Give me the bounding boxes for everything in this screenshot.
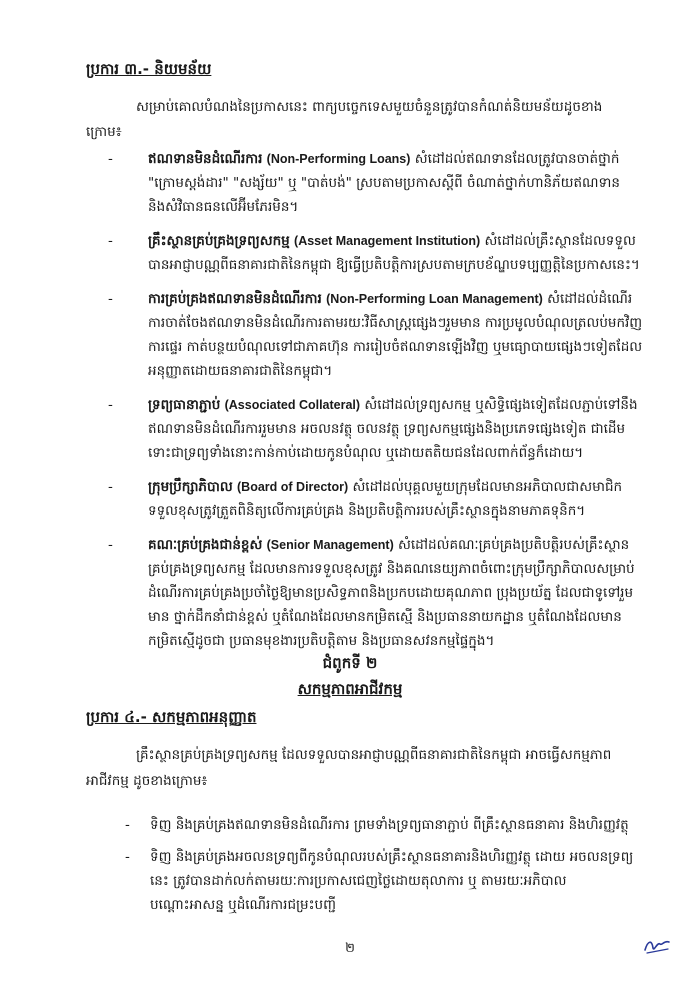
definition-term: ទ្រព្យធានាភ្ជាប់: [148, 397, 221, 413]
definition-term: ក្រុមប្រឹក្សាភិបាល: [148, 479, 233, 495]
definitions-list: [108, 147, 643, 663]
article-3-intro: សម្រាប់គោលបំណងនៃប្រកាសនេះ ពាក្យបច្ចេកទេសមួយចំនួនត្រូវបានកំណត់និយមន័យដូចខាងក្រោម៖: [86, 99, 603, 140]
initials-signature-icon: [642, 934, 672, 956]
chapter-number: ជំពូកទី ២: [322, 654, 378, 672]
definition-english-term: (Associated Collateral): [224, 398, 361, 412]
activities-list: [125, 813, 640, 925]
definition-item: [108, 393, 643, 465]
list-dash: -: [125, 817, 130, 833]
article-4-heading: ប្រការ ៤.- សកម្មភាពអនុញ្ញាត: [86, 708, 257, 726]
article-3-heading: ប្រការ ៣.- និយមន័យ: [86, 60, 212, 78]
definition-english-term: (Asset Management Institution): [294, 234, 481, 248]
definition-item: [108, 147, 643, 219]
definition-english-term: (Senior Management): [266, 538, 394, 552]
definition-term: ការគ្រប់គ្រងឥណទានមិនដំណើរការ: [148, 291, 322, 307]
definition-english-term: (Board of Director): [237, 480, 349, 494]
definition-term: គ្រឹះស្ថានគ្រប់គ្រងទ្រព្យសកម្ម: [148, 233, 290, 249]
list-dash: -: [108, 291, 113, 307]
activity-item: [125, 845, 640, 917]
list-dash: -: [125, 849, 130, 865]
article-4-intro: គ្រឹះស្ថានគ្រប់គ្រងទ្រព្យសកម្ម ដែលទទួលបានអាជ្ញាបណ្ណពីធនាគារជាតិនៃកម្ពុជា អាចធ្វើសកម្មភាពអាជីវកម្ម ដូចខាងក្រោម៖: [86, 747, 612, 789]
definition-term: គណៈគ្រប់គ្រងជាន់ខ្ពស់: [148, 537, 263, 553]
list-dash: -: [108, 479, 113, 495]
page-number: ២: [345, 941, 355, 956]
definition-english-term: (Non-Performing Loans): [266, 152, 411, 166]
definition-english-term: (Non-Performing Loan Management): [326, 292, 543, 306]
definition-item: [108, 475, 643, 523]
activity-text: ទិញ និងគ្រប់គ្រងអចលនទ្រព្យពីកូនបំណុលរបស់គ្រឹះស្ថានធនាគារនិងហិរញ្ញវត្ថុ ដោយ អចលនទ្រព្យនេះ ត្រូវបានដាក់លក់តាមរយៈការប្រកាសជេញថ្លៃដោយតុលាការ ឬ តាមរយៈអភិបាលបណ្ដោះអាសន្ន ឬដំណើរការជម្រះបញ្ជី: [150, 849, 634, 913]
list-dash: -: [108, 537, 113, 553]
definition-item: [108, 533, 643, 653]
chapter-title: សកម្មភាពអាជីវកម្ម: [297, 680, 403, 698]
list-dash: -: [108, 397, 113, 413]
definition-text: សំដៅដល់ដំណើរការចាត់ចែងឥណទានមិនដំណើរការតាមរយៈវិធីសាស្ត្រផ្សេងៗរួមមាន ការប្រមូលបំណុលត្រលប់មកវិញ ការផ្ទេរ កាត់បន្ថយបំណុលទៅជាភាគហ៊ុន ការរៀបចំឥណទានឡើងវិញ ឬមធ្យោបាយផ្សេងៗទៀតដែលអនុញ្ញាតដោយធនាគារជាតិនៃកម្ពុជា។: [148, 291, 643, 379]
definition-item: [108, 287, 643, 383]
definition-text: សំដៅដល់បុគ្គលមួយក្រុមដែលមានអភិបាលជាសមាជិកទទួលខុសត្រូវត្រួតពិនិត្យលើការគ្រប់គ្រង និងប្រតិបត្តិការរបស់គ្រឹះស្ថានក្នុងនាមភាគទុនិក។: [148, 479, 623, 519]
definition-term: ឥណទានមិនដំណើរការ: [148, 151, 263, 167]
activity-item: [125, 813, 640, 837]
definition-text: សំដៅដល់គណៈគ្រប់គ្រងប្រតិបត្តិរបស់គ្រឹះស្ថានគ្រប់គ្រងទ្រព្យសកម្ម ដែលមានការទទួលខុសត្រូវ និងគណនេយ្យភាពចំពោះក្រុមប្រឹក្សាភិបាលសម្រាប់ដំណើរការគ្រប់គ្រងប្រចាំថ្ងៃឱ្យមានប្រសិទ្ធភាពនិងប្រកបដោយគុណភាព ប្រុងប្រយ័ត្ន ដែលជាទូទៅរួមមាន ថ្នាក់ដឹកនាំជាន់ខ្ពស់ ឬតំណែងដែលមានកម្រិតស្មើ និងប្រធាននាយកដ្ឋាន ឬតំណែងដែលមានកម្រិតស្មើដូចជា ប្រធានមុខងារប្រតិបត្តិតាម និងប្រធានសវនកម្មផ្ទៃក្នុង។: [148, 537, 635, 649]
list-dash: -: [108, 151, 113, 167]
definition-text: សំដៅដល់ឥណទានដែលត្រូវបានចាត់ថ្នាក់ "ក្រោមស្តង់ដារ" "សង្ស័យ" ឬ "បាត់បង់" ស្របតាមប្រកាសស្តីពី ចំណាត់ថ្នាក់ហានិភ័យឥណទាន និងសំវិធានធនលើអ៊ីមភែរមិន។: [148, 151, 620, 215]
activity-text: ទិញ និងគ្រប់គ្រងឥណទានមិនដំណើរការ ព្រមទាំងទ្រព្យធានាភ្ជាប់ ពីគ្រឹះស្ថានធនាគារ និងហិរញ្ញវត្ថុ: [150, 817, 629, 833]
list-dash: -: [108, 233, 113, 249]
definition-text: សំដៅដល់ទ្រព្យសកម្ម ឬសិទ្ធិផ្សេងទៀតដែលភ្ជាប់ទៅនឹងឥណទានមិនដំណើរការរួមមាន អចលនវត្ថុ ចលនវត្ថុ ទ្រព្យសកម្មផ្សេងនិងប្រភេទផ្សេងទៀត ជាដើម ទោះជាទ្រព្យទាំងនោះកាន់កាប់ដោយកូនបំណុល ឬដោយតតិយជនដែលពាក់ព័ន្ធក៏ដោយ។: [148, 397, 638, 461]
definition-item: [108, 229, 643, 277]
definition-text: សំដៅដល់គ្រឹះស្ថានដែលទទួលបានអាជ្ញាបណ្ណពីធនាគារជាតិនៃកម្ពុជា ឱ្យធ្វើប្រតិបត្តិការស្របតាមក្របខ័ណ្ឌបទប្បញ្ញត្តិនៃប្រកាសនេះ។: [148, 233, 640, 273]
